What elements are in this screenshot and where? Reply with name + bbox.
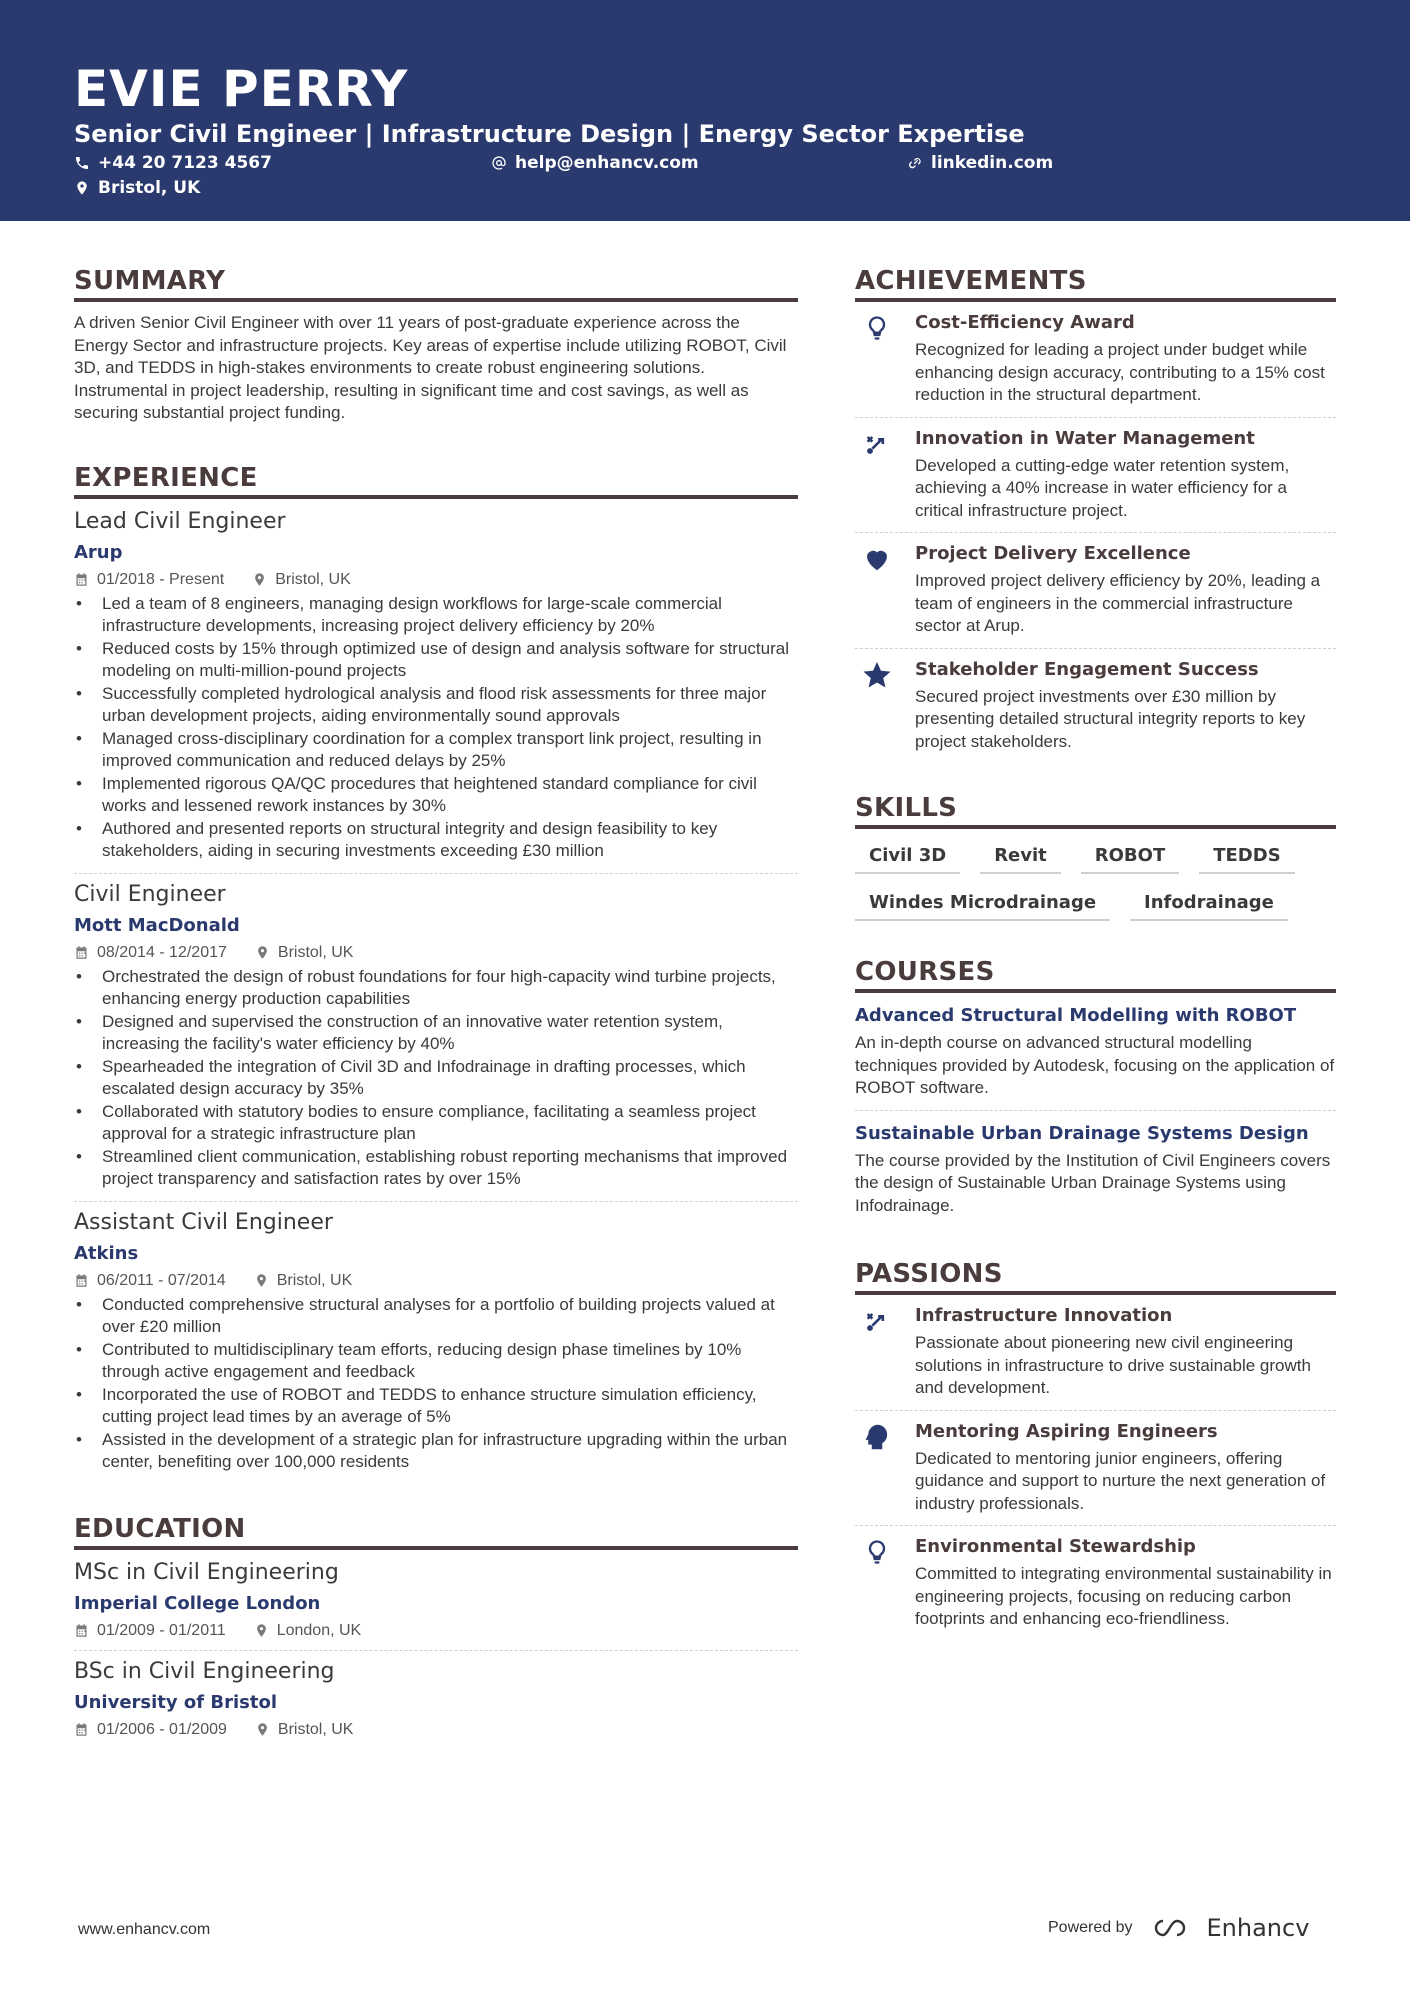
job-location: [255, 944, 354, 962]
footer-website[interactable]: www.enhancv.com: [78, 1921, 211, 1938]
bullet-item: • Assisted in the development of a strategic plan for infrastructure upgrading within the urban center, benefiting over 100,000 residents: [74, 1429, 798, 1474]
passion-title: Infrastructure Innovation: [915, 1305, 1173, 1326]
education-location-text: Bristol, UK: [277, 1720, 354, 1738]
skill-tag: Windes Microdrainage: [855, 888, 1110, 921]
achievements-heading: ACHIEVEMENTS: [855, 266, 1336, 302]
course-item: [855, 1123, 1336, 1218]
achievement-item: [855, 533, 1336, 648]
brand-name: Enhancv: [1206, 1914, 1310, 1942]
passion-title: Environmental Stewardship: [915, 1536, 1196, 1557]
powered-by-text: Powered by: [1048, 1919, 1133, 1936]
job-bullets: [74, 593, 798, 863]
experience-entry: [74, 1210, 798, 1474]
achievement-desc: Secured project investments over £30 million by presenting detailed structural integrity reports to key project stakeholders.: [915, 686, 1306, 751]
calendar-icon: [74, 1722, 89, 1737]
skills-list: [855, 829, 1336, 927]
link-icon: [907, 155, 923, 171]
job-dates-text: 06/2011 - 07/2014: [97, 1271, 226, 1289]
location-pin-icon: [74, 180, 90, 196]
phone-icon: [74, 155, 90, 171]
skills-heading: SKILLS: [855, 793, 1336, 829]
bullet-item: • Successfully completed hydrological analysis and flood risk assessments for three major urban development projects, aiding environmentally sound approvals: [74, 683, 798, 728]
education-dates: [74, 1721, 227, 1739]
divider: [74, 1650, 798, 1651]
degree-title: MSc in Civil Engineering: [74, 1559, 339, 1585]
location-pin-icon: [252, 572, 267, 587]
company-name: Arup: [74, 541, 123, 563]
job-dates-text: 08/2014 - 12/2017: [97, 943, 227, 961]
job-dates: [74, 571, 224, 589]
job-dates: [74, 1272, 226, 1290]
passion-item: [855, 1526, 1336, 1641]
calendar-icon: [74, 572, 89, 587]
location-pin-icon: [255, 945, 270, 960]
divider: [74, 873, 798, 874]
skill-tag: Infodrainage: [1130, 888, 1288, 921]
job-bullets: [74, 966, 798, 1191]
heart-icon: [863, 545, 891, 573]
job-location: [254, 1272, 353, 1290]
education-entry: [74, 1659, 798, 1739]
course-title: Advanced Structural Modelling with ROBOT: [855, 1005, 1297, 1026]
brand-logo[interactable]: [1153, 1914, 1310, 1942]
calendar-icon: [74, 1623, 89, 1638]
job-dates-text: 01/2018 - Present: [97, 570, 225, 588]
passion-desc: Passionate about pioneering new civil engineering solutions in infrastructure to drive sustainable growth and development.: [915, 1333, 1311, 1397]
skill-tag: ROBOT: [1081, 841, 1179, 874]
skill-tag: Revit: [980, 841, 1061, 874]
passions-heading: PASSIONS: [855, 1259, 1336, 1295]
course-item: [855, 1005, 1336, 1100]
company-name: Mott MacDonald: [74, 914, 240, 936]
job-dates: [74, 944, 227, 962]
head-icon: [863, 1423, 891, 1451]
achievement-item: [855, 302, 1336, 417]
at-icon: [491, 155, 507, 171]
education-meta: [74, 1622, 798, 1640]
calendar-icon: [74, 1273, 89, 1288]
bullet-item: • Reduced costs by 15% through optimized use of design and analysis software for structural modeling on multi-million-pound projects: [74, 638, 798, 683]
bullet-item: • Conducted comprehensive structural analyses for a portfolio of building projects valued at over £20 million: [74, 1294, 798, 1339]
education-location-text: London, UK: [276, 1621, 362, 1639]
bullet-item: • Spearheaded the integration of Civil 3D and Infodrainage in drafting processes, which escalated design accuracy by 35%: [74, 1056, 798, 1101]
experience-entry: [74, 882, 798, 1191]
experience-heading: EXPERIENCE: [74, 463, 798, 499]
skill-tag: TEDDS: [1199, 841, 1294, 874]
achievement-title: Stakeholder Engagement Success: [915, 658, 1259, 680]
job-bullets: [74, 1294, 798, 1474]
courses-heading: COURSES: [855, 957, 1336, 993]
education-dates-text: 01/2009 - 01/2011: [97, 1621, 226, 1639]
divider: [74, 1201, 798, 1202]
linkedin-text: linkedin.com: [931, 153, 1054, 173]
passion-title: Mentoring Aspiring Engineers: [915, 1420, 1218, 1442]
summary-heading: SUMMARY: [74, 266, 798, 302]
achievement-item: [855, 649, 1336, 764]
bullet-item: • Managed cross-disciplinary coordination for a complex transport link project, resulting in improved communication and reduced delays by 25%: [74, 728, 798, 773]
achievement-title: Cost-Efficiency Award: [915, 312, 1135, 333]
school-name: University of Bristol: [74, 1691, 277, 1713]
course-title: Sustainable Urban Drainage Systems Design: [855, 1122, 1309, 1144]
passion-desc: Committed to integrating environmental sustainability in engineering projects, focusing on reducing carbon footprints and enhancing eco-friendliness.: [915, 1564, 1332, 1628]
passion-item: [855, 1411, 1336, 1526]
job-title: Lead Civil Engineer: [74, 508, 286, 534]
bullet-item: • Streamlined client communication, establishing robust reporting mechanisms that improved project transparency and satisfaction rates by over 15%: [74, 1146, 798, 1191]
job-title: Assistant Civil Engineer: [74, 1209, 333, 1235]
bullet-item: • Led a team of 8 engineers, managing design workflows for large-scale commercial infrastructure developments, increasing project delivery efficiency by 20%: [74, 593, 798, 638]
job-location-text: Bristol, UK: [276, 1271, 353, 1289]
location-pin-icon: [255, 1722, 270, 1737]
right-column: [855, 266, 1336, 1641]
course-desc: An in-depth course on advanced structural modelling techniques provided by Autodesk, focusing on the application of ROBOT software.: [855, 1033, 1335, 1097]
footer-branding: [1048, 1914, 1309, 1942]
lightbulb-icon: [863, 314, 891, 342]
location-pin-icon: [254, 1273, 269, 1288]
route-icon: [863, 1307, 891, 1335]
job-title: Civil Engineer: [74, 881, 226, 907]
contact-email[interactable]: [491, 153, 699, 173]
job-meta: [74, 944, 798, 962]
company-name: Atkins: [74, 1242, 139, 1264]
star-icon: [863, 661, 891, 689]
contact-linkedin[interactable]: [907, 153, 1053, 173]
phone-text: +44 20 7123 4567: [98, 153, 272, 173]
education-heading: EDUCATION: [74, 1514, 798, 1550]
location-pin-icon: [254, 1623, 269, 1638]
route-icon: [863, 430, 891, 458]
contact-location: [74, 178, 200, 198]
location-text: Bristol, UK: [98, 178, 201, 198]
calendar-icon: [74, 945, 89, 960]
education-dates-text: 01/2006 - 01/2009: [97, 1720, 227, 1738]
school-name: Imperial College London: [74, 1592, 321, 1614]
bullet-item: • Designed and supervised the construction of an innovative water retention system, increasing the facility's water efficiency by 40%: [74, 1011, 798, 1056]
email-text: help@enhancv.com: [515, 153, 699, 173]
bullet-item: • Incorporated the use of ROBOT and TEDDS to enhance structure simulation efficiency, cutting project lead times by an average of 5%: [74, 1384, 798, 1429]
candidate-name: EVIE PERRY: [74, 60, 409, 118]
divider: [855, 1110, 1336, 1111]
job-meta: [74, 571, 798, 589]
education-meta: [74, 1721, 798, 1739]
bullet-item: • Authored and presented reports on structural integrity and design feasibility to key stakeholders, aiding in securing investments exceeding £30 million: [74, 818, 798, 863]
achievement-item: [855, 418, 1336, 533]
achievement-desc: Improved project delivery efficiency by 20%, leading a team of engineers in the commercial infrastructure sector at Arup.: [915, 571, 1321, 635]
lightbulb-icon: [863, 1538, 891, 1566]
achievement-desc: Recognized for leading a project under budget while enhancing design accuracy, contributing to a 15% cost reduction in the structural department.: [915, 340, 1325, 404]
degree-title: BSc in Civil Engineering: [74, 1658, 335, 1684]
skill-tag: Civil 3D: [855, 841, 960, 874]
job-meta: [74, 1272, 798, 1290]
contact-phone[interactable]: [74, 153, 272, 173]
bullet-item: • Orchestrated the design of robust foundations for four high-capacity wind turbine projects, enhancing energy production capabilities: [74, 966, 798, 1011]
education-location: [254, 1622, 362, 1640]
job-location-text: Bristol, UK: [275, 570, 351, 588]
candidate-headline: Senior Civil Engineer | Infrastructure Design | Energy Sector Expertise: [74, 120, 1025, 148]
resume-header: [0, 0, 1410, 221]
passion-item: [855, 1295, 1336, 1410]
achievement-desc: Developed a cutting-edge water retention system, achieving a 40% increase in water efficiency for a critical infrastructure project.: [915, 455, 1290, 520]
course-desc: The course provided by the Institution of Civil Engineers covers the design of Sustainable Urban Drainage Systems using Infodrainage.: [855, 1150, 1331, 1215]
job-location: [252, 571, 351, 589]
bullet-item: • Contributed to multidisciplinary team efforts, reducing design phase timelines by 10% through active engagement and feedback: [74, 1339, 798, 1384]
passion-desc: Dedicated to mentoring junior engineers, offering guidance and support to nurture the next generation of industry professionals.: [915, 1448, 1326, 1513]
summary-text: A driven Senior Civil Engineer with over 11 years of post-graduate experience across the Energy Sector and infrastructure projects. Key areas of expertise include utilizing ROBOT, Civil 3D, and TEDDS in high-stakes environments to create robust engineering solutions. Instrumental in project leadership, resulting in significant time and cost savings, as well as securing substantial project funding.: [74, 313, 787, 422]
experience-entry: [74, 509, 798, 863]
enhancv-logo-icon: [1153, 1916, 1199, 1940]
bullet-item: • Collaborated with statutory bodies to ensure compliance, facilitating a seamless project approval for a strategic infrastructure plan: [74, 1101, 798, 1146]
education-entry: [74, 1560, 798, 1640]
achievement-title: Project Delivery Excellence: [915, 543, 1191, 564]
achievement-title: Innovation in Water Management: [915, 427, 1255, 449]
left-column: [74, 266, 798, 1739]
education-location: [255, 1721, 354, 1739]
education-dates: [74, 1622, 226, 1640]
job-location-text: Bristol, UK: [277, 943, 354, 961]
bullet-item: • Implemented rigorous QA/QC procedures that heightened standard compliance for civil works and lessened rework instances by 30%: [74, 773, 798, 818]
